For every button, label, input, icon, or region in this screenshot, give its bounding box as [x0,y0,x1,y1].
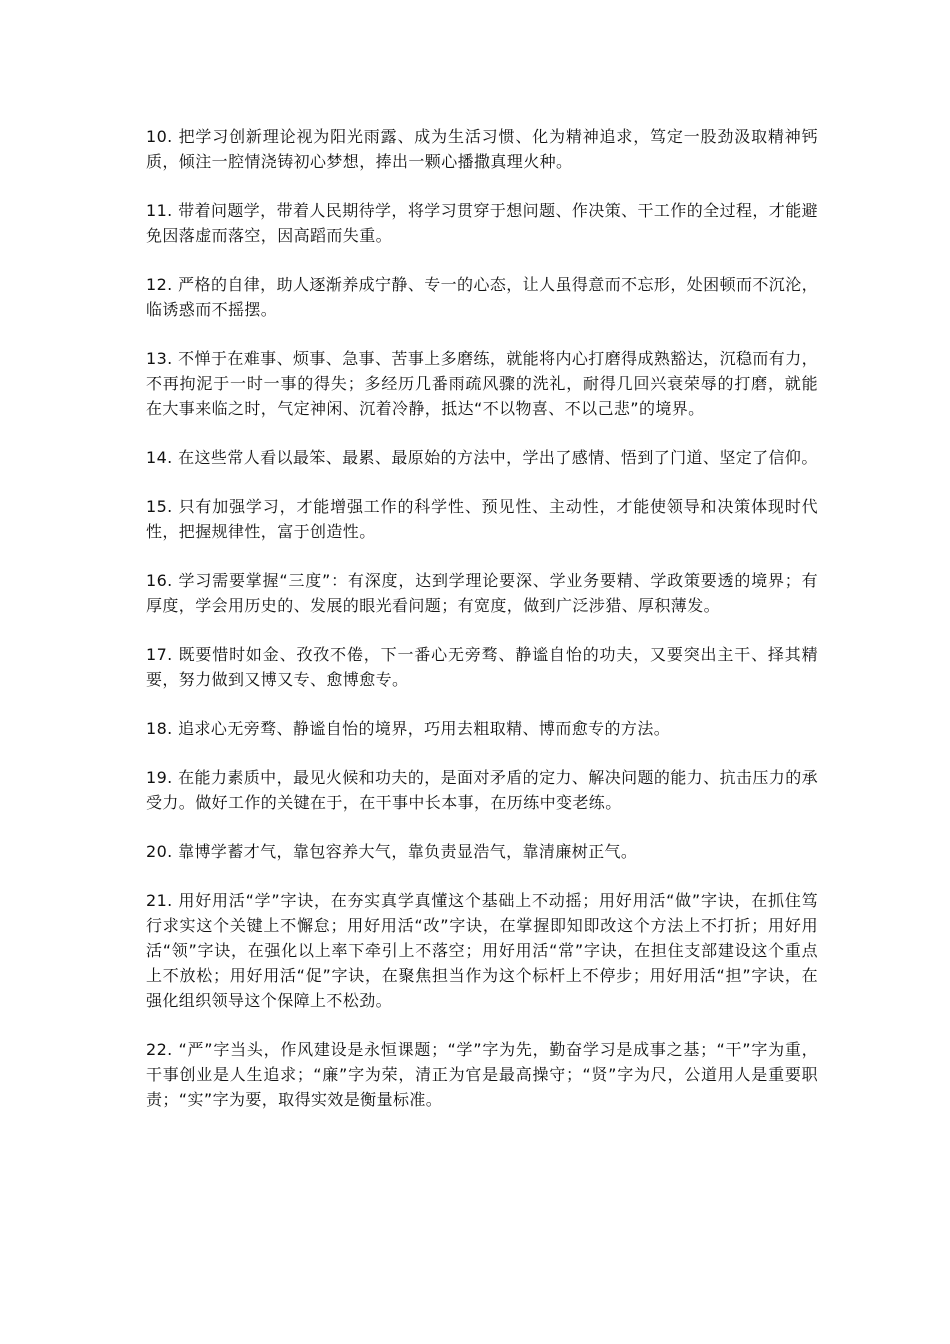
paragraph-10: 10. 把学习创新理论视为阳光雨露、成为生活习惯、化为精神追求，笃定一股劲汲取精神钙质，倾注一腔情浇铸初心梦想，捧出一颗心播撒真理火种。 [146,127,818,171]
document-body [146,124,818,1136]
paragraph-14: 14. 在这些常人看以最笨、最累、最原始的方法中，学出了感情、悟到了门道、坚定了信仰。 [146,448,818,467]
paragraph-20: 20. 靠博学蓄才气，靠包容养大气，靠负责显浩气，靠清廉树正气。 [146,842,638,861]
paragraph-13: 13. 不惮于在难事、烦事、急事、苦事上多磨练，就能将内心打磨得成熟豁达，沉稳而有力，不再拘泥于一时一事的得失；多经历几番雨疏风骤的洗礼，耐得几回兴衰荣辱的打磨，就能在大事来临之时，气定神闲、沉着冷静，抵达“不以物喜、不以己悲”的境界。 [146,349,818,418]
paragraph-19: 19. 在能力素质中，最见火候和功夫的，是面对矛盾的定力、解决问题的能力、抗击压力的承受力。做好工作的关键在于，在干事中长本事，在历练中变老练。 [146,768,818,812]
paragraph-15: 15. 只有加强学习，才能增强工作的科学性、预见性、主动性，才能使领导和决策体现时代性，把握规律性，富于创造性。 [146,497,818,541]
paragraph-22: 22. “严”字当头，作风建设是永恒课题；“学”字为先，勤奋学习是成事之基；“干”字为重，干事创业是人生追求；“廉”字为荣，清正为官是最高操守；“贤”字为尺，公道用人是重要职责；“实”字为要，取得实效是衡量标准。 [146,1040,818,1109]
paragraph-21: 21. 用好用活“学”字诀，在夯实真学真懂这个基础上不动摇；用好用活“做”字诀，在抓住笃行求实这个关键上不懈怠；用好用活“改”字诀，在掌握即知即改这个方法上不打折；用好用活“领”字诀，在强化以上率下牵引上不落空；用好用活“常”字诀，在担住支部建设这个重点上不放松；用好用活“促”字诀，在聚焦担当作为这个标杆上不停步；用好用活“担”字诀，在强化组织领导这个保障上不松劲。 [146,891,818,1010]
paragraph-17: 17. 既要惜时如金、孜孜不倦，下一番心无旁骛、静谧自怡的功夫，又要突出主干、择其精要，努力做到又博又专、愈博愈专。 [146,645,818,689]
paragraph-18: 18. 追求心无旁骛、静谧自怡的境界，巧用去粗取精、博而愈专的方法。 [146,719,671,738]
paragraph-16: 16. 学习需要掌握“三度”：有深度，达到学理论要深、学业务要精、学政策要透的境界；有厚度，学会用历史的、发展的眼光看问题；有宽度，做到广泛涉猎、厚积薄发。 [146,571,818,615]
paragraph-11: 11. 带着问题学，带着人民期待学，将学习贯穿于想问题、作决策、干工作的全过程，才能避免因落虚而落空，因高蹈而失重。 [146,201,818,245]
paragraph-12: 12. 严格的自律，助人逐渐养成宁静、专一的心态，让人虽得意而不忘形，处困顿而不沉沦，临诱惑而不摇摆。 [146,275,818,319]
